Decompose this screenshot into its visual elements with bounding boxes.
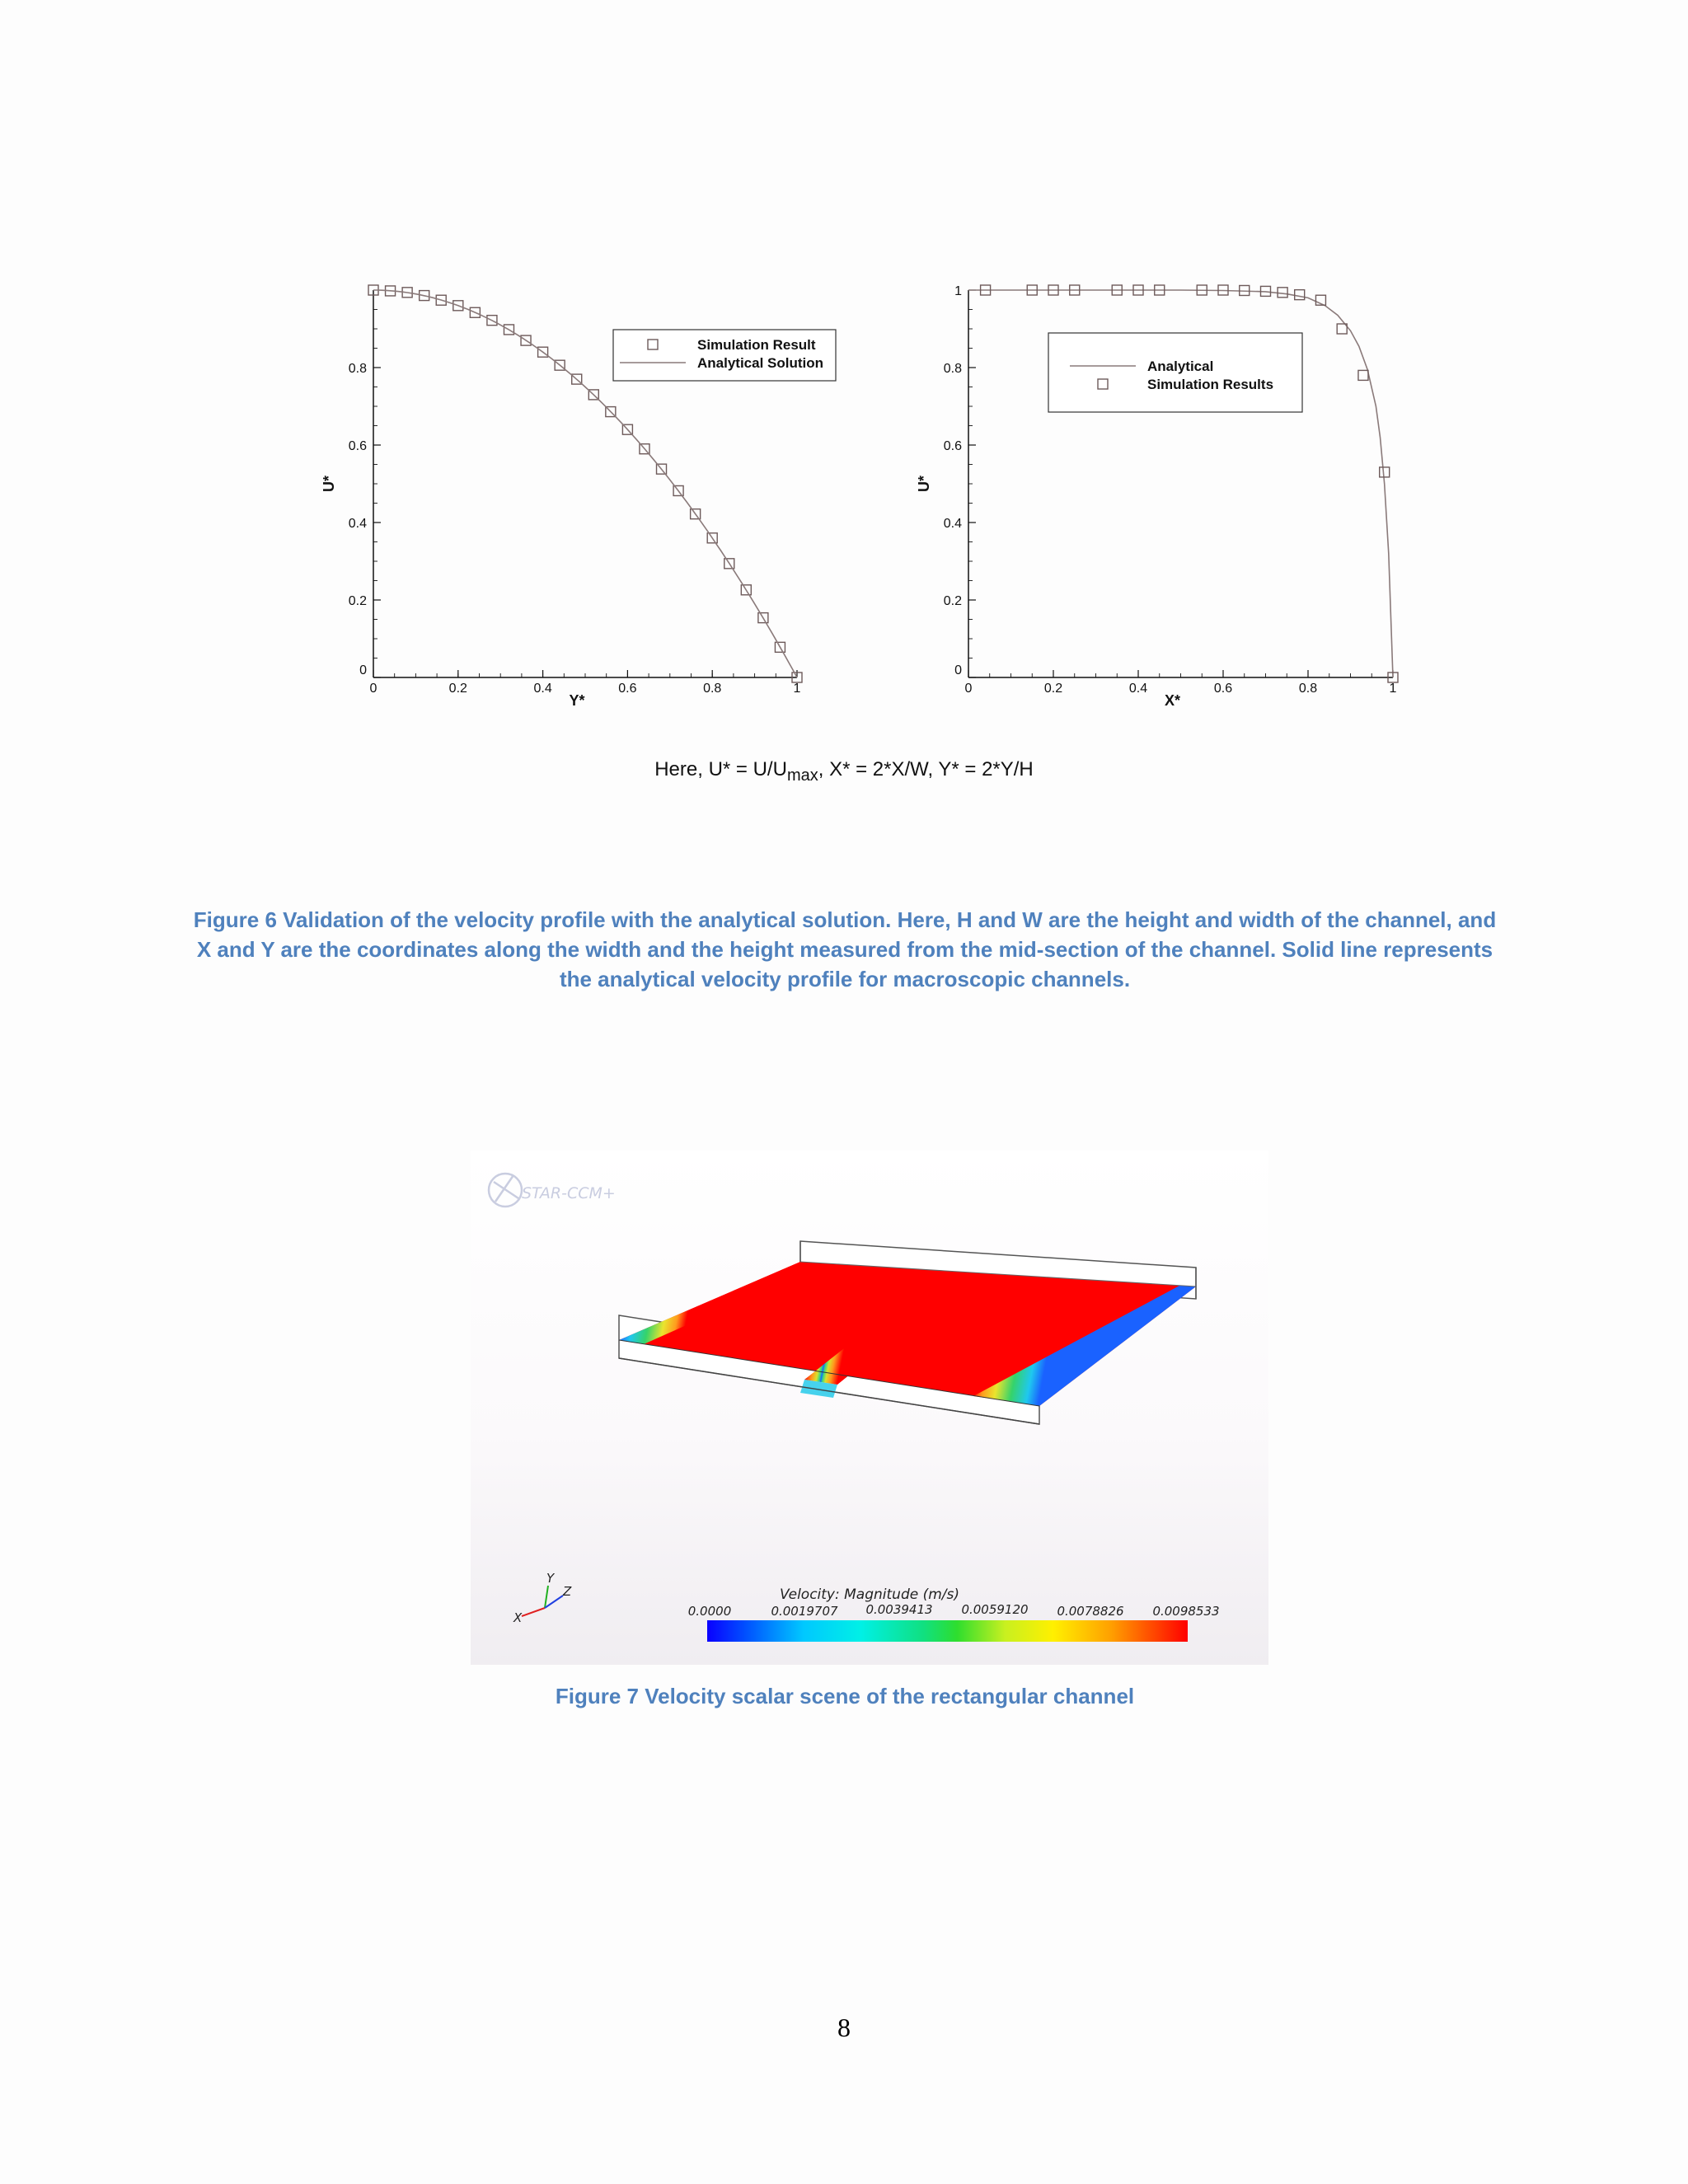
chart1-x-tick-label: 0.8: [1298, 682, 1318, 696]
chart0-legend-label: Simulation Result: [697, 337, 816, 353]
formula-subscript: max: [786, 766, 818, 785]
colorbar-label-1: 0.0019707: [771, 1604, 838, 1619]
chart0-x-tick-label: 0.6: [618, 682, 637, 696]
chart1-data-point: [1380, 467, 1390, 477]
colorbar-title: Velocity: Magnitude (m/s): [779, 1586, 960, 1603]
chart0-x-axis-title: Y*: [569, 692, 585, 709]
chart1-legend-label: Simulation Results: [1147, 377, 1274, 392]
chart1-y-tick-label: 1: [954, 284, 962, 298]
page-number: 8: [837, 2013, 851, 2042]
formula-prefix: Here, U* = U/U: [654, 758, 787, 780]
colorbar-gradient: [707, 1620, 1188, 1642]
chart1-x-tick-label: 0.4: [1128, 682, 1148, 696]
chart1-x-tick-label: 0: [964, 682, 973, 696]
chart1-y-tick-label: 0.6: [943, 439, 962, 453]
chart1-data-point: [1358, 370, 1368, 380]
colorbar-label-0: 0.0000: [687, 1604, 732, 1619]
chart0-x-tick-label: 0.2: [448, 682, 467, 696]
chart1-x-axis-title: X*: [1164, 692, 1181, 709]
chart1-y-tick-label: 0: [954, 663, 962, 677]
chart0-y-tick-label: 0.6: [348, 439, 367, 453]
chart1-y-axis-title: U*: [916, 475, 932, 493]
chart1-y-tick-label: 0.8: [943, 362, 962, 376]
watermark-text: STAR-CCM+: [522, 1184, 616, 1202]
chart1-y-tick-label: 0.2: [943, 594, 962, 608]
colorbar-label-5: 0.0098533: [1152, 1604, 1220, 1619]
colorbar-label-4: 0.0078826: [1057, 1604, 1124, 1619]
chart1-data-point: [1295, 290, 1305, 300]
chart0-y-tick-label: 0: [359, 663, 367, 677]
axis-x-label: X: [513, 1610, 523, 1625]
velocity-profile-charts: [297, 264, 1434, 808]
chart0-legend-label: Analytical Solution: [697, 355, 824, 371]
chart1-x-tick-label: 0.2: [1043, 682, 1063, 696]
figure-7-caption: Figure 7 Velocity scalar scene of the rectangular channel: [555, 1684, 1135, 1708]
chart0-x-tick-label: 0.8: [703, 682, 722, 696]
chart1-x-tick-label: 1: [1389, 682, 1397, 696]
chart1-data-point: [1278, 288, 1287, 298]
chart0-x-tick-label: 0.4: [533, 682, 552, 696]
chart0-y-tick-label: 0.8: [348, 362, 367, 376]
axis-y-label: Y: [546, 1571, 555, 1586]
nondimensional-definitions: [0, 758, 1688, 785]
chart0-x-tick-label: 0: [369, 682, 377, 696]
chart1-y-tick-label: 0.4: [943, 517, 962, 531]
colorbar-label-3: 0.0059120: [961, 1602, 1029, 1617]
chart1-x-tick-label: 0.6: [1213, 682, 1233, 696]
velocity-scalar-scene: [471, 1151, 1268, 1665]
chart0-y-tick-label: 0.4: [348, 517, 367, 531]
chart1-legend-label: Analytical: [1147, 359, 1214, 374]
formula-suffix: , X* = 2*X/W, Y* = 2*Y/H: [818, 758, 1034, 780]
chart0-y-axis-title: U*: [321, 475, 337, 493]
colorbar-label-2: 0.0039413: [865, 1602, 933, 1617]
axis-z-label: Z: [563, 1584, 572, 1599]
figure-6-plots: [297, 264, 1434, 808]
figure-6-caption: Figure 6 Validation of the velocity profile with the analytical solution. Here, H and W are the height and width of the channel, and X and Y are the coordinates along the width and the height measured from the mid-section of the channel. Solid line represents the analytical velocity profile for macroscopic channels.: [193, 907, 1497, 991]
chart0-y-tick-label: 0.2: [348, 594, 367, 608]
chart0-x-tick-label: 1: [793, 682, 801, 696]
figure-7-velocity-scene: [471, 1151, 1268, 1665]
